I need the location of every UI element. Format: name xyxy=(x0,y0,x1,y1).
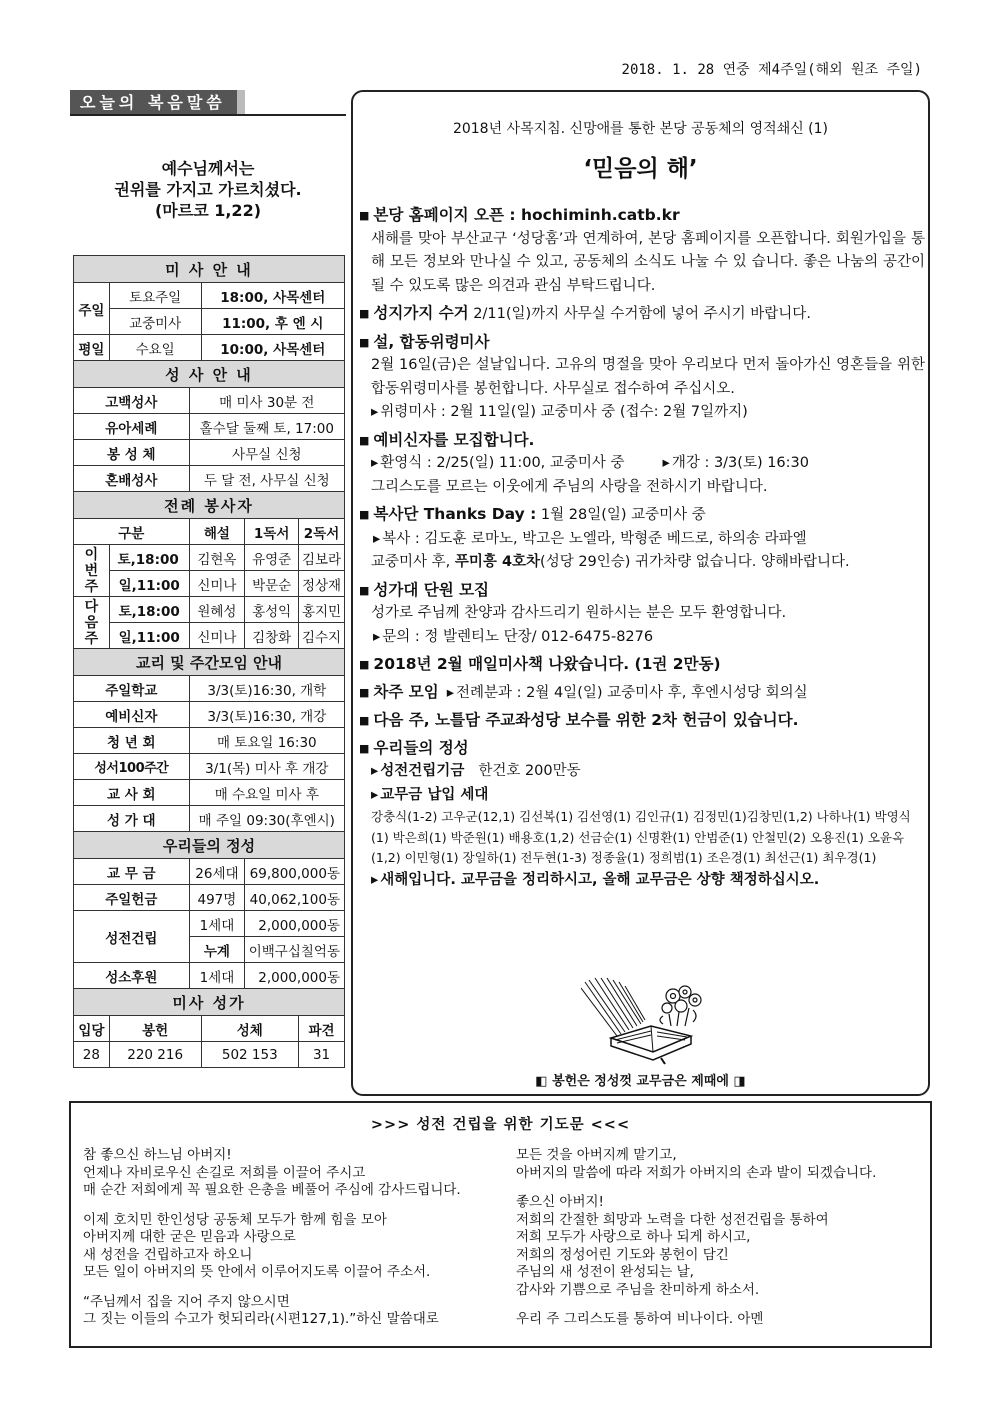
server-name: 신미나 xyxy=(189,571,245,597)
notice-heading: ■ 설, 합동위령미사 xyxy=(359,331,925,355)
servers-title: 전례 봉사자 xyxy=(74,492,345,519)
notice-heading: ■ 복사단 Thanks Day : xyxy=(359,505,536,523)
server-name: 김현옥 xyxy=(189,545,245,571)
sacrament-name: 혼배성사 xyxy=(74,466,190,492)
notice-heading-rest: 1월 28일(일) 교중미사 중 xyxy=(536,507,706,523)
sacrament-value: 홀수달 둘째 토, 17:00 xyxy=(189,414,344,440)
notice-items xyxy=(359,204,925,896)
prayer-right-column xyxy=(516,1147,926,1341)
mass-title: 미 사 안 내 xyxy=(74,256,345,283)
sacrament-value: 사무실 신청 xyxy=(189,440,344,466)
server-name: 홍지민 xyxy=(299,597,345,623)
offering-name: 교 무 금 xyxy=(74,859,190,885)
meeting-value: 매 토요일 16:30 xyxy=(189,728,344,754)
notice-body: 성가로 주님께 찬양과 감사드리기 원하시는 분은 모두 환영합니다. xyxy=(371,605,787,621)
offerings-title: 우리들의 정성 xyxy=(74,832,345,859)
next-week-label xyxy=(74,597,110,649)
notice-title: ‘믿음의 해’ xyxy=(583,156,698,182)
hymn-number: 31 xyxy=(299,1042,345,1068)
notice-detail-label: ▸ 교무금 납입 세대 xyxy=(371,787,488,803)
mass-time: 18:00, 사목센터 xyxy=(201,283,345,309)
meeting-value: 3/3(토)16:30, 개강 xyxy=(189,702,344,728)
dues-line xyxy=(359,784,925,808)
notice-newyear xyxy=(359,331,925,425)
prayer-paragraph: 우리 주 그리스도를 통하여 비나이다. 아멘 xyxy=(516,1311,764,1327)
notice-pilgrim xyxy=(359,302,925,327)
server-time: 일,11:00 xyxy=(109,571,189,597)
gospel-header: 오늘의 복음말씀 xyxy=(70,90,245,116)
server-name: 김보라 xyxy=(299,545,345,571)
sacrament-value: 두 달 전, 사무실 신청 xyxy=(189,466,344,492)
notice-detail: ▸ 전례분과 : 2월 4일(일) 교중미사 후, 후엔시성당 회의실 xyxy=(447,685,808,701)
this-week-label xyxy=(74,545,110,597)
dues-closing xyxy=(359,869,925,893)
notice-heading: ■ 성가대 단원 모집 xyxy=(359,579,925,603)
notice-body: 그리스도를 모르는 이웃에게 주님의 사랑을 전하시기 바랍니다. xyxy=(371,478,768,495)
notice-detail: ▸ 위령미사 : 2월 11일(일) 교중미사 중 (접수: 2월 7일까지) xyxy=(359,401,925,425)
mass-time: 10:00, 사목센터 xyxy=(201,335,345,361)
vocation-support-count: 1세대 xyxy=(189,963,245,989)
building-fund-amount: 2,000,000동 xyxy=(245,911,345,937)
gospel-line: (마르코 1,22) xyxy=(154,201,262,220)
offering-name: 주일헌금 xyxy=(74,885,190,911)
offering-count: 26세대 xyxy=(189,859,245,885)
notice-our-offering xyxy=(359,737,925,893)
meeting-name: 성서100주간 xyxy=(74,754,190,780)
notice-box xyxy=(351,90,930,1096)
meeting-value: 3/3(토)16:30, 개학 xyxy=(189,676,344,702)
server-time: 토,18:00 xyxy=(109,545,189,571)
mass-weekday-label: 평일 xyxy=(74,335,110,361)
mass-time: 11:00, 후 엔 시 xyxy=(201,309,345,335)
meeting-value: 매 주일 09:30(후엔시) xyxy=(189,806,344,832)
mass-name: 교중미사 xyxy=(109,309,201,335)
building-fund-count: 1세대 xyxy=(189,911,245,937)
notice-choir xyxy=(359,579,925,650)
server-name: 김수지 xyxy=(299,623,345,649)
offering-amount: 69,800,000동 xyxy=(245,859,345,885)
prayer-paragraph: “주님께서 집을 지어 주지 않으시면 그 짓는 이들의 수고가 헛되리라(시편127,1).”하신 말씀대로 xyxy=(83,1293,439,1327)
hymn-number: 28 xyxy=(74,1042,110,1068)
notice-body: 2월 16일(금)은 설날입니다. 고유의 명절을 맞아 우리보다 먼저 돌아가신 영혼들을 위한 합동위령미사를 봉헌합니다. 사무실로 접수하여 주십시오. xyxy=(371,357,925,397)
notice-thanks-day xyxy=(359,503,925,575)
notice-body xyxy=(359,551,925,575)
meeting-value: 3/1(목) 미사 후 개강 xyxy=(189,754,344,780)
notice-detail-label: ▸ 성전건립기금 xyxy=(371,763,464,779)
server-name: 김창화 xyxy=(245,623,299,649)
hymns-title: 미사 성가 xyxy=(74,989,345,1016)
vocation-support-name: 성소후원 xyxy=(74,963,190,989)
servers-header: 구분 xyxy=(74,519,190,545)
prayer-title: >>> 성전 건립을 위한 기도문 <<< xyxy=(370,1117,631,1133)
building-fund-name: 성전건립 xyxy=(74,911,190,963)
notice-body: 새해를 맞아 부산교구 ‘성당홈’과 연계하여, 본당 홈페이지를 오픈합니다. 회원가입을 통해 모든 정보와 만나실 수 있고, 공동체의 소식도 나눌 수 있 습니다. 좋은 나눔의 공간이 될 수 있도록 많은 의견과 관심 부탁드립니다. xyxy=(371,230,925,294)
server-time: 일,11:00 xyxy=(109,623,189,649)
meetings-title: 교리 및 주간모임 안내 xyxy=(74,649,345,676)
meeting-value: 매 수요일 미사 후 xyxy=(189,780,344,806)
notice-detail-value: 한건호 200만동 xyxy=(478,763,581,779)
hymn-header: 파견 xyxy=(299,1016,345,1042)
sacrament-name: 유아세례 xyxy=(74,414,190,440)
notice-detail: ▸ 문의 : 정 발렌티노 단장/ 012-6475-8276 xyxy=(359,626,925,650)
notice-detail-row xyxy=(359,452,925,476)
hymn-number: 220 216 xyxy=(109,1042,201,1068)
notice-text: (성당 29인승) 귀가차량 없습니다. 양해바랍니다. xyxy=(540,554,850,570)
notice-heading: ■ 차주 모임 xyxy=(359,683,439,701)
meeting-name: 주일학교 xyxy=(74,676,190,702)
servers-header: 1독서 xyxy=(245,519,299,545)
notice-heading: ■ 본당 홈페이지 오픈 : hochiminh.catb.kr xyxy=(359,204,925,228)
notice-closing: ▸ 새해입니다. 교무금을 정리하시고, 올해 교무금은 상향 책정하십시오. xyxy=(371,872,819,888)
notice-detail: ▸ 환영식 : 2/25(일) 11:00, 교중미사 중 xyxy=(371,455,625,471)
server-name: 홍성익 xyxy=(245,597,299,623)
hymn-header: 입당 xyxy=(74,1016,110,1042)
offering-count: 497명 xyxy=(189,885,245,911)
prayer-paragraph: 참 좋으신 하느님 아버지! 언제나 자비로우신 손길로 저희를 이끌어 주시고 매 순간 저희에게 꼭 필요한 은총을 베풀어 주심에 감사드립니다. xyxy=(83,1147,461,1198)
vocation-support-amount: 2,000,000동 xyxy=(245,963,345,989)
notice-detail: ▸ 복사 : 김도훈 로마노, 박고은 노엘라, 박형준 베드로, 하의송 라파엘 xyxy=(359,528,925,552)
date-line: 2018. 1. 28 연중 제4주일(해외 원조 주일) xyxy=(621,62,922,78)
server-name: 박문순 xyxy=(245,571,299,597)
building-fund-total-label: 누계 xyxy=(189,937,245,963)
notice-body: 2/11(일)까지 사무실 수거함에 넣어 주시기 바랍니다. xyxy=(468,306,811,322)
building-fund-total: 이백구십칠억동 xyxy=(245,937,345,963)
left-column xyxy=(70,90,346,221)
notice-heading: ■ 다음 주, 노틀담 주교좌성당 보수를 위한 2차 헌금이 있습니다. xyxy=(359,709,925,733)
meeting-name: 교 사 회 xyxy=(74,780,190,806)
this-week-text: 이번주 xyxy=(84,546,99,595)
hymn-number: 502 153 xyxy=(201,1042,299,1068)
servers-header: 해설 xyxy=(189,519,245,545)
server-name: 원혜성 xyxy=(189,597,245,623)
server-name: 정상재 xyxy=(299,571,345,597)
hymn-header: 봉헌 xyxy=(109,1016,201,1042)
sacrament-name: 고백성사 xyxy=(74,388,190,414)
notice-heading: ■ 예비신자를 모집합니다. xyxy=(359,429,925,453)
hymn-header: 성체 xyxy=(201,1016,299,1042)
notice-heading: ■ 2018년 2월 매일미사책 나왔습니다. (1권 2만동) xyxy=(359,653,925,677)
gospel-verse xyxy=(70,158,346,221)
server-name: 유영준 xyxy=(245,545,299,571)
meeting-name: 성 가 대 xyxy=(74,806,190,832)
mass-sunday-label: 주일 xyxy=(74,283,110,335)
mass-name: 토요주일 xyxy=(109,283,201,309)
notice-detail: ▸ 개강 : 3/3(토) 16:30 xyxy=(663,455,809,471)
prayer-left-column xyxy=(83,1147,513,1341)
pastoral-subtitle: 2018년 사목지침. 신망애를 통한 본당 공동체의 영적쇄신 (1) xyxy=(452,121,829,137)
dues-names: 강충식(1-2) 고우군(12,1) 김선복(1) 김선영(1) 김인규(1) 김정민(1)김창민(1,2) 나하나(1) 박영식(1) 박은희(1) 박준원(1) 배용호(1,2) 선금순(1) 신명환(1) 안범준(1) 안철민(2) 오용진(1) 오윤옥(1,2) 이민형(1) 장일하(1) 전두현(1-3) 정종율(1) 정희범(1) 조은경(1) 최선근(1) 최우경(1) xyxy=(371,809,911,865)
building-fund-line xyxy=(359,760,925,784)
prayer-paragraph: 이제 호치민 한인성당 공동체 모두가 함께 힘을 모아 아버지께 대한 굳은 믿음과 사랑으로 새 성전을 건립하고자 하오니 모든 일이 아버지의 뜻 안에서 이루어지도록 이끌어 주소서. xyxy=(83,1211,431,1280)
sacrament-title: 성 사 안 내 xyxy=(74,361,345,388)
notice-bus: 푸미흥 4호차 xyxy=(454,554,541,570)
notice-missal xyxy=(359,653,925,677)
bible-flowers-illustration xyxy=(581,976,711,1066)
sacrament-name: 봉 성 체 xyxy=(74,440,190,466)
server-name: 신미나 xyxy=(189,623,245,649)
prayer-paragraph: 좋으신 아버지! 저희의 간절한 희망과 노력을 다한 성전건립을 통하여 저희 모두가 사랑으로 하나 되게 하시고, 저희의 정성어린 기도와 봉헌이 담긴 주님의 새 성전이 완성되는 날, 감사와 기쁨으로 주님을 찬미하게 하소서. xyxy=(516,1194,829,1298)
offering-amount: 40,062,100동 xyxy=(245,885,345,911)
notice-homepage xyxy=(359,204,925,298)
notice-catechumen xyxy=(359,429,925,500)
notice-heading: ■ 성지가지 수거 xyxy=(359,304,469,322)
mass-name: 수요일 xyxy=(109,335,201,361)
next-week-text: 다음주 xyxy=(84,598,99,647)
notice-second-collection xyxy=(359,709,925,733)
prayer-box xyxy=(69,1101,932,1348)
meeting-name: 청 년 회 xyxy=(74,728,190,754)
gospel-line: 권위를 가지고 가르치셨다. xyxy=(114,180,302,199)
prayer-paragraph: 모든 것을 아버지께 맡기고, 아버지의 말씀에 따라 저희가 아버지의 손과 발이 되겠습니다. xyxy=(516,1147,877,1181)
sacrament-value: 매 미사 30분 전 xyxy=(189,388,344,414)
parish-info-table xyxy=(73,255,345,1068)
notice-text: 교중미사 후, xyxy=(371,554,455,570)
offering-slogan: ◧ 봉헌은 정성껏 교무금은 제때에 ◨ xyxy=(535,1074,746,1089)
notice-next-meeting xyxy=(359,681,925,706)
meeting-name: 예비신자 xyxy=(74,702,190,728)
servers-header: 2독서 xyxy=(299,519,345,545)
gospel-line: 예수님께서는 xyxy=(161,159,255,178)
notice-heading: ■ 우리들의 정성 xyxy=(359,737,925,761)
server-time: 토,18:00 xyxy=(109,597,189,623)
